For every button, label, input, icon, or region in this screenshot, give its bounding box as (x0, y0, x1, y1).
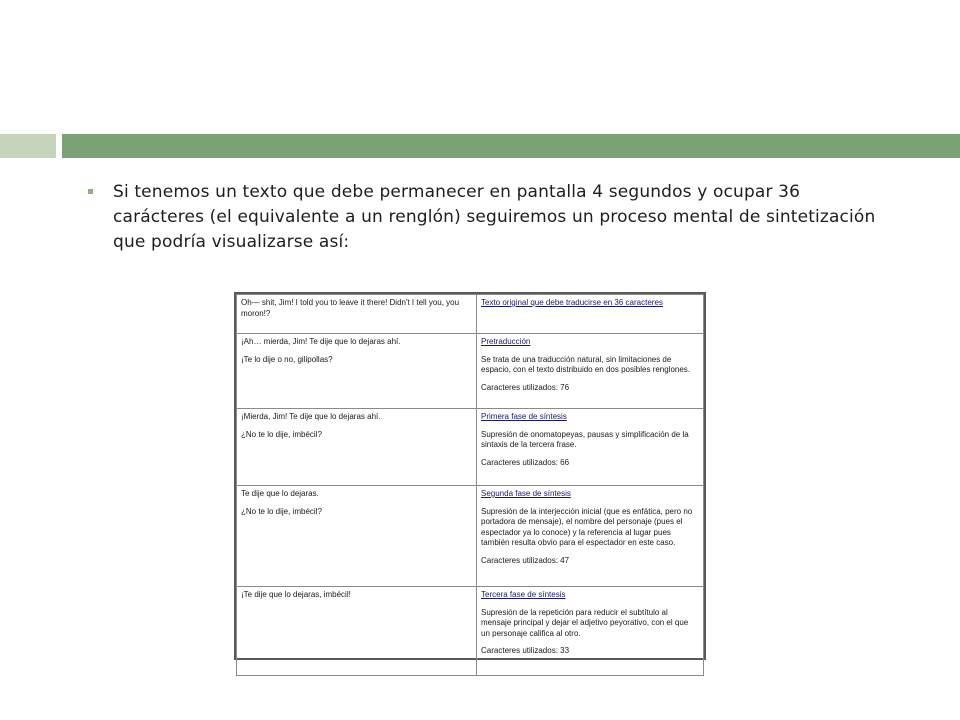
original-line: Oh— shit, Jim! I told you to leave it there! Didn't I tell you, you moron!? (241, 298, 460, 318)
subtitle-line: ¿No te lo dije, imbécil? (241, 429, 322, 439)
decorative-bar-left (0, 134, 56, 158)
table-cell-right (477, 409, 704, 486)
subtitle-line: ¡Te dije que lo dejaras, imbécil! (241, 590, 351, 599)
bullet-text: Si tenemos un texto que debe permanecer en pantalla 4 segundos y ocupar 36 carácteres (el equivalente a un renglón) seguiremos un proceso mental de sintetización que podría visualizarse así: (113, 182, 876, 252)
subtitle-line: ¿No te lo dije, imbécil? (241, 506, 322, 516)
table-cell-left (237, 295, 477, 334)
character-count: Caracteres utilizados: 47 (481, 555, 570, 565)
row-heading: Primera fase de síntesis (481, 412, 567, 421)
table-row (237, 587, 704, 676)
row-description: Supresión de onomatopeyas, pausas y simplificación de la sintaxis de la tercera frase. (481, 429, 689, 449)
row-heading: Texto original que debe traducirse en 36 caracteres (481, 298, 663, 307)
row-heading: Segunda fase de síntesis (481, 489, 571, 498)
table-row (237, 409, 704, 486)
table-cell-left (237, 409, 477, 486)
row-description: Supresión de la interjección inicial (que es enfática, pero no portadora de mensaje), el nombre del personaje (pues el espectador ya lo conoce) y la referencia al lugar pues también resulta obvio para el espectador en este caso. (481, 506, 693, 547)
row-heading: Pretraducción (481, 337, 531, 346)
subtitle-line: ¡Mierda, Jim! Te dije que lo dejaras ahí. (241, 412, 381, 421)
subtitle-line: ¡Te lo dije o no, gilipollas? (241, 354, 333, 364)
table-cell-right (477, 587, 704, 676)
table-cell-left (237, 486, 477, 587)
decorative-bar-right (62, 134, 960, 158)
table-cell-left (237, 587, 477, 676)
subtitle-line: ¡Ah… mierda, Jim! Te dije que lo dejaras ahí. (241, 337, 401, 346)
bullet-paragraph (88, 180, 878, 255)
character-count: Caracteres utilizados: 66 (481, 457, 570, 467)
bullet-square-icon (88, 189, 93, 194)
table-cell-right (477, 334, 704, 409)
subtitle-table (234, 292, 706, 660)
table-cell-right (477, 295, 704, 334)
table-row (237, 295, 704, 334)
character-count: Caracteres utilizados: 76 (481, 382, 570, 392)
row-description: Supresión de la repetición para reducir el subtítulo al mensaje principal y dejar el adjetivo peyorativo, con el que un personaje califica al otro. (481, 607, 689, 638)
row-description: Se trata de una traducción natural, sin limitaciones de espacio, con el texto distribuido en dos posibles renglones. (481, 354, 691, 374)
subtitle-line: Te dije que lo dejaras. (241, 489, 319, 498)
character-count: Caracteres utilizados: 33 (481, 646, 570, 655)
table-row (237, 334, 704, 409)
row-heading: Tercera fase de síntesis (481, 590, 566, 599)
table-row (237, 486, 704, 587)
subtitle-table-grid (236, 294, 704, 676)
table-cell-left (237, 334, 477, 409)
table-cell-right (477, 486, 704, 587)
